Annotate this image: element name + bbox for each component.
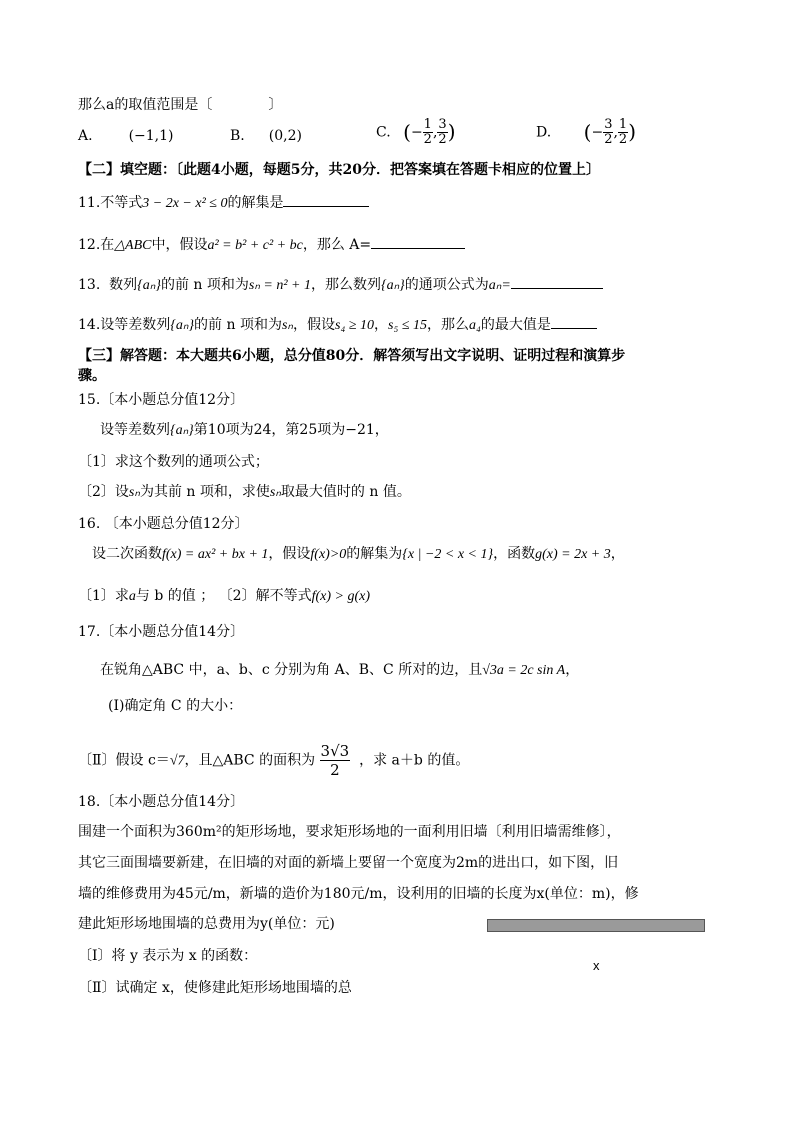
q15-part2: 〔2〕设sₙ为其前 n 项和，求使sₙ取最大值时的 n 值。: [78, 484, 411, 500]
q18-line4: 建此矩形场地围墙的总费用为y(单位：元): [78, 916, 335, 932]
q18-part1: 〔Ⅰ〕将 y 表示为 x 的函数：: [78, 948, 258, 964]
q18-header: 18.〔本小题总分值14分〕: [78, 794, 245, 810]
q11: 11.不等式3 − 2x − x² ≤ 0的解集是: [78, 192, 369, 214]
figure-x-label: x: [593, 958, 600, 973]
section2-heading: 【二】填空题：〔此题4小题，每题5分，共20分．把答案填在答题卡相应的位置上〕: [78, 162, 600, 178]
q13-answer-blank[interactable]: [511, 274, 603, 289]
q18-part2: 〔Ⅱ〕试确定 x，使修建此矩形场地围墙的总: [78, 980, 352, 996]
q12-answer-blank[interactable]: [371, 234, 465, 249]
q17-header: 17.〔本小题总分值14分〕: [78, 624, 245, 640]
option-c: C. (− $\frac{1}{2}$ , $\frac{3}{2}$ ): [376, 117, 456, 147]
q15-header: 15.〔本小题总分值12分〕: [78, 392, 245, 408]
area-fraction: $\frac{3√3}{2}$: [320, 742, 350, 779]
q14-answer-blank[interactable]: [551, 314, 597, 329]
option-d: D. (− $\frac{3}{2}$ , $\frac{1}{2}$ ): [536, 117, 637, 147]
q15-stem: 设等差数列{aₙ}第10项为24，第25项为−21，: [100, 422, 389, 438]
q16-parts: 〔1〕求a与 b 的值 ； 〔2〕解不等式f(x) > g(x): [78, 588, 371, 604]
q10-stem: 那么a的取值范围是〔 〕: [78, 97, 283, 113]
q18-line2: 其它三面围墙要新建，在旧墙的对面的新墙上要留一个宽度为2m的进出口，如下图，旧: [78, 855, 619, 871]
q12: 12.在△ABC中，假设a² = b² + c² + bc，那么 A=: [78, 234, 465, 256]
q16-header: 16. 〔本小题总分值12分〕: [78, 516, 249, 532]
q16-stem: 设二次函数f(x) = ax² + bx + 1，假设f(x)>0的解集为{x | −2 < x < 1}，函数g(x) = 2x + 3，: [92, 546, 625, 562]
option-a: A. (−1,1): [78, 128, 174, 144]
q11-answer-blank[interactable]: [283, 192, 369, 207]
q18-line1: 围建一个面积为360m²的矩形场地，要求矩形场地的一面利用旧墙〔利用旧墙需维修〕，: [78, 824, 621, 840]
old-wall-figure: [487, 919, 705, 932]
section3-heading-line1: 【三】解答题：本大题共6小题，总分值80分．解答须写出文字说明、证明过程和演算步: [78, 348, 626, 364]
q15-part1: 〔1〕求这个数列的通项公式；: [78, 454, 269, 470]
q17-stem: 在锐角△ABC 中，a、b、c 分别为角 A、B、C 所对的边，且√3a = 2c sin A，: [100, 662, 580, 678]
option-b: B. (0,2): [230, 128, 302, 144]
q18-line3: 墙的维修费用为45元/m，新墙的造价为180元/m，设利用的旧墙的长度为x(单位：m)，修: [78, 886, 639, 902]
q14: 14.设等差数列{aₙ}的前 n 项和为sₙ，假设s₄ ≥ 10，s₅ ≤ 15，那么a₄的最大值是: [78, 314, 597, 336]
q17-part2: 〔Ⅱ〕假设 c＝√7，且△ABC 的面积为 $\frac{3√3}{2}$ ，求 a＋b 的值。: [78, 742, 470, 779]
q17-part1: (Ⅰ)确定角 C 的大小：: [108, 698, 243, 714]
section3-heading-line2: 骤。: [78, 368, 106, 384]
q13: 13. 数列{aₙ}的前 n 项和为sₙ = n² + 1，那么数列{aₙ}的通项公式为aₙ=: [78, 274, 603, 296]
q10-options: [78, 117, 678, 162]
